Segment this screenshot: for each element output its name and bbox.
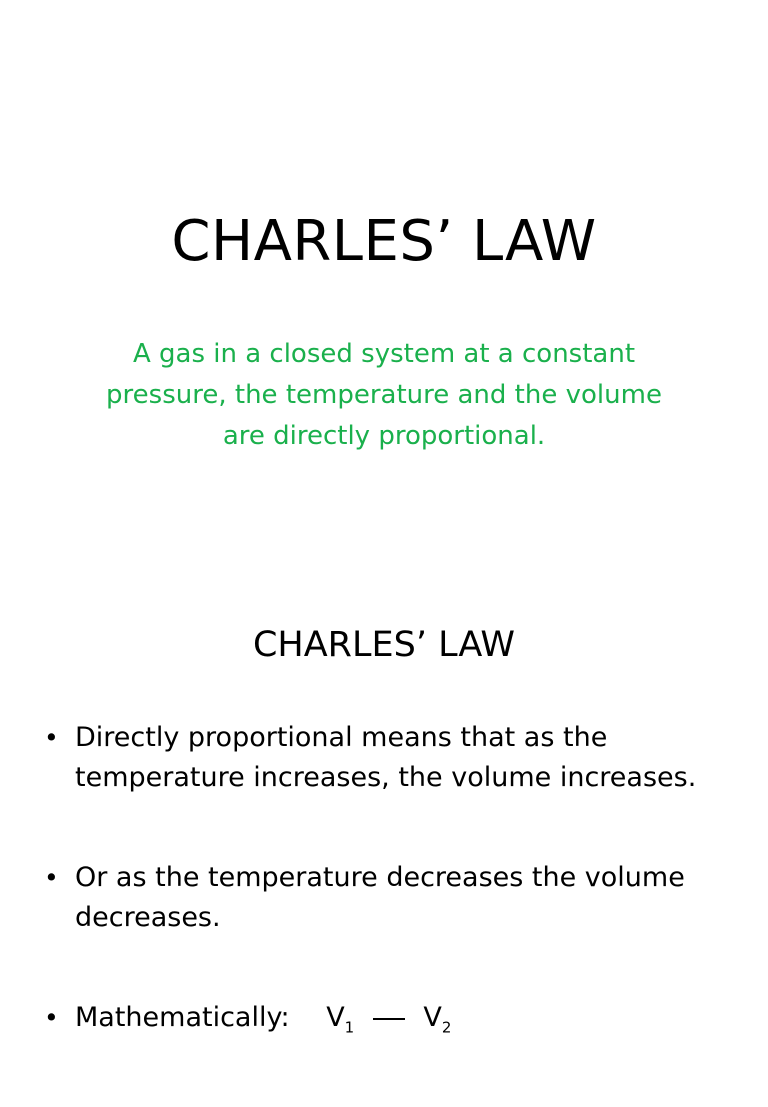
bullet-item xyxy=(42,858,732,938)
bullet-item xyxy=(42,718,732,798)
formula-v2-sub: 2 xyxy=(441,1018,452,1037)
slide-2 xyxy=(0,576,768,1037)
slide-1-subtitle: A gas in a closed system at a constant pressure, the temperature and the volume are directly proportional. xyxy=(106,339,662,451)
math-label: Mathematically: xyxy=(75,1002,290,1033)
bullet-dot-icon: • xyxy=(44,1003,59,1032)
slide-2-title: CHARLES’ LAW xyxy=(252,625,516,665)
formula-equals-line xyxy=(373,1018,405,1020)
formula-v1-sub: 1 xyxy=(344,1018,355,1037)
formula-v2: V xyxy=(423,1002,442,1033)
formula-v1: V xyxy=(326,1002,345,1033)
bullet-text: Directly proportional means that as the temperature increases, the volume increases. xyxy=(75,722,697,793)
bullet-dot-icon: • xyxy=(44,723,59,752)
bullet-text: Or as the temperature decreases the volume decreases. xyxy=(75,862,685,933)
slide-1-title: CHARLES’ LAW xyxy=(171,209,597,274)
bullet-list xyxy=(42,718,732,1107)
bullet-item xyxy=(42,998,732,1047)
bullet-dot-icon: • xyxy=(44,863,59,892)
charles-law-formula xyxy=(326,998,451,1047)
